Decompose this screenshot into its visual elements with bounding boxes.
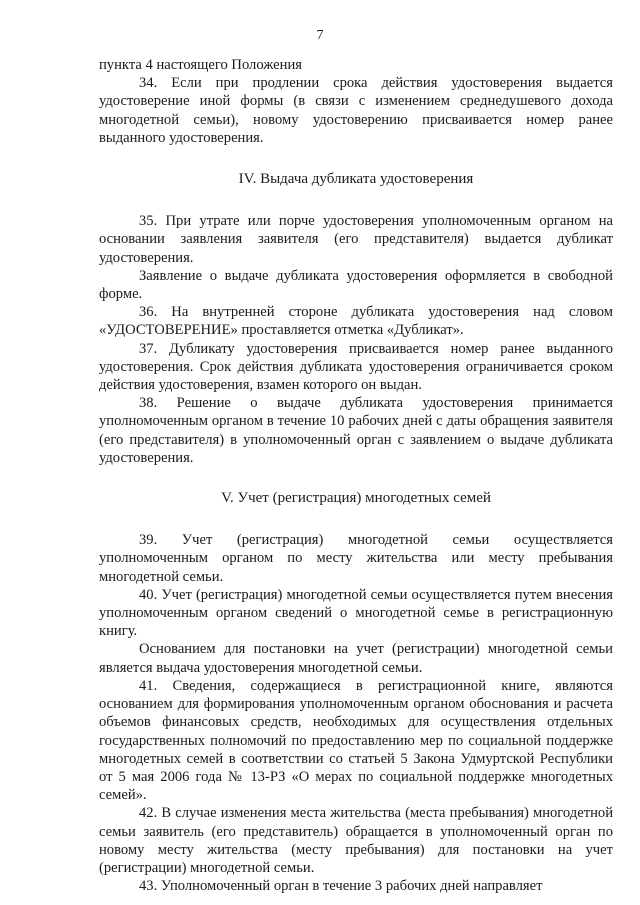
paragraph-35: 35. При утрате или порче удостоверения уполномоченным органом на основании заявления заявителя (его представителя) выдается дубликат удостоверения.: [99, 213, 613, 266]
paragraph-36: 36. На внутренней стороне дубликата удостоверения над словом «УДОСТОВЕРЕНИЕ» проставляется отметка «Дубликат».: [99, 304, 613, 339]
section-heading-iv: IV. Выдача дубликата удостоверения: [238, 171, 474, 188]
paragraph: пункта 4 настоящего Положения: [99, 57, 302, 73]
document-body: [99, 56, 613, 895]
paragraph-43: 43. Уполномоченный орган в течение 3 рабочих дней направляет: [139, 878, 543, 895]
paragraph-34: 34. Если при продлении срока действия удостоверения выдается удостоверение иной формы (в связи с изменением среднедушевого дохода многодетной семьи), новому удостоверению присваивается номер ранее выданного удостоверения.: [99, 75, 613, 146]
paragraph: Основанием для постановки на учет (регистрации) многодетной семьи является выдача удостоверения многодетной семьи.: [99, 641, 613, 676]
paragraph-41: 41. Сведения, содержащиеся в регистрационной книге, являются основанием для формирования уполномоченным органом обоснования и расчета объемов финансовых средств, необходимых для осуществления отдельных государственных полномочий по предоставлению мер по социальной поддержке многодетных семей в соответствии со статьей 5 Закона Удмуртской Республики от 5 мая 2006 года № 13-РЗ «О мерах по социальной поддержке многодетных семей».: [99, 677, 613, 804]
paragraph: Заявление о выдаче дубликата удостоверения оформляется в свободной форме.: [99, 267, 613, 303]
paragraph-39: 39. Учет (регистрация) многодетной семьи осуществляется уполномоченным органом по месту жительства или месту пребывания многодетной семьи.: [99, 532, 613, 585]
paragraph-42: 42. В случае изменения места жительства (места пребывания) многодетной семьи заявитель (его представитель) обращается в уполномоченный орган по новому месту жительства (месту пребывания) для постановки на учет (регистрации) многодетной семьи.: [99, 805, 613, 876]
section-heading-v: V. Учет (регистрация) многодетных семей: [221, 490, 491, 507]
paragraph-38: 38. Решение о выдаче дубликата удостоверения принимается уполномоченным органом в течение 10 рабочих дней с даты обращения заявителя (его представителя) в уполномоченный орган с заявлением о выдаче дубликата удостоверения.: [99, 395, 613, 466]
paragraph-40: 40. Учет (регистрация) многодетной семьи осуществляется путем внесения уполномоченным органом сведений о многодетной семье в регистрационную книгу.: [99, 586, 613, 640]
paragraph-37: 37. Дубликату удостоверения присваивается номер ранее выданного удостоверения. Срок действия дубликата удостоверения ограничивается сроком действия удостоверения, взамен которого он выдан.: [99, 340, 613, 394]
page-number: 7: [316, 28, 324, 43]
